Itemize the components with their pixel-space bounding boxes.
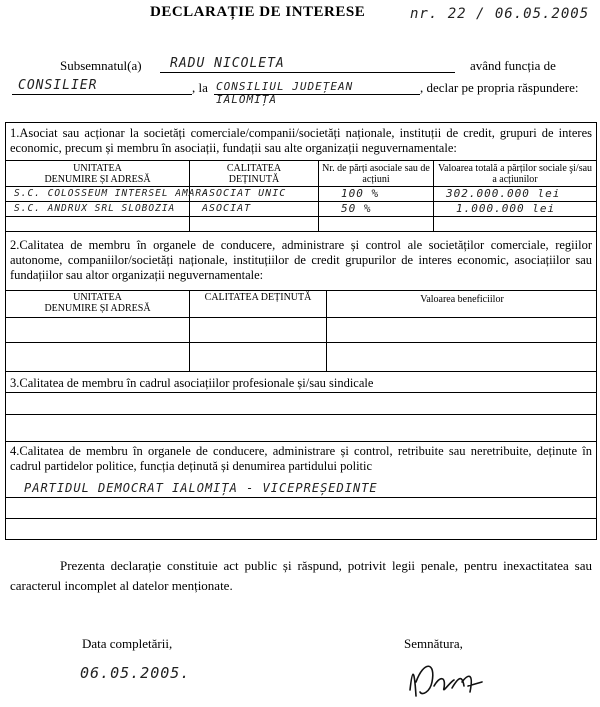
handwritten-signature [402, 652, 492, 702]
handwritten-registration-number: nr. 22 / 06.05.2005 [410, 6, 590, 22]
declarant-function: CONSILIER [18, 78, 98, 93]
avand-functia-label: având funcția de [470, 58, 556, 73]
s2-header-unit: UNITATEA DENUMIRE ȘI ADRESĂ [44, 292, 151, 314]
institution-name: CONSILIUL JUDEȚEAN IALOMIȚA [216, 80, 354, 106]
s2-header-quality: CALITATEA DEȚINUTĂ [204, 292, 312, 303]
date-value: 06.05.2005. [80, 664, 191, 682]
section-2-box [5, 232, 597, 372]
s2-header-benefits: Valoarea beneficiilor [420, 294, 504, 305]
s1-row2-shares: 50 % [341, 202, 372, 215]
s1-row1-value: 302.000.000 lei [446, 187, 561, 200]
section-1-text: 1.Asociat sau acționar la societăți comerciale/companii/societăți naționale, instituții de credit, grupuri de interes economic, precum și membru în asociații, fundații sau alte organizații neguvernamentale: [10, 126, 592, 155]
subsemnatul-label: Subsemnatul(a) [60, 58, 142, 73]
document-title: DECLARAȚIE DE INTERESE [150, 4, 366, 20]
footer-statement: Prezenta declarație constituie act public și răspund, potrivit legii penale, pentru inexactitatea sau caracterul incomplet al datelor menționate. [10, 558, 592, 593]
section-1-box [5, 122, 597, 232]
declar-label: , declar pe propria răspundere: [420, 80, 579, 95]
section-2-text: 2.Calitatea de membru în organele de conducere, administrare și control ale societăților comerciale, regiilor autonome, companiilor/societăți naționale, instituțiilor de credit grupurilor de interes economic, asociațiilor sau fundațiilor sau altor organizații neguvernamentale: [10, 238, 592, 282]
name-line [160, 56, 455, 73]
s1-header-value: Valoarea totală a părților sociale şi/sau a acțiunilor [437, 163, 593, 185]
institution-line [214, 78, 420, 106]
s1-header-quality: CALITATEA DEȚINUTĂ [226, 163, 282, 185]
s1-row2-quality: ASOCIAT [202, 203, 252, 214]
section-3-box [5, 372, 597, 442]
section-4-text: 4.Calitatea de membru în organele de conducere, administrare și control, retribuite sau neretribuite, deținute în cadrul partidelor politice, funcția deținută și denumirea partidului politic [10, 444, 592, 473]
la-label: , la [192, 80, 208, 95]
s1-row1-unit: S.C. COLOSSEUM INTERSEL AMARA [14, 188, 209, 199]
s1-row2-unit: S.C. ANDRUX SRL SLOBOZIA [14, 203, 176, 214]
function-line [12, 78, 192, 95]
section-4-box [5, 442, 597, 540]
s1-header-shares: Nr. de părți asociale sau de acțiuni [322, 163, 430, 185]
s1-header-unit: UNITATEA DENUMIRE ȘI ADRESĂ [44, 163, 151, 185]
s1-row1-quality: ASOCIAT UNIC [202, 188, 287, 199]
signature-label: Semnătura, [404, 636, 463, 651]
date-label: Data completării, [82, 636, 173, 651]
s1-row1-shares: 100 % [341, 187, 380, 200]
s4-party-entry: PARTIDUL DEMOCRAT IALOMIȚA - VICEPREȘEDINTE [24, 481, 378, 495]
s1-row2-value: 1.000.000 lei [456, 202, 556, 215]
section-3-text: 3.Calitatea de membru în cadrul asociațiilor profesionale și/sau sindicale [10, 376, 374, 390]
declarant-name: RADU NICOLETA [170, 56, 285, 71]
